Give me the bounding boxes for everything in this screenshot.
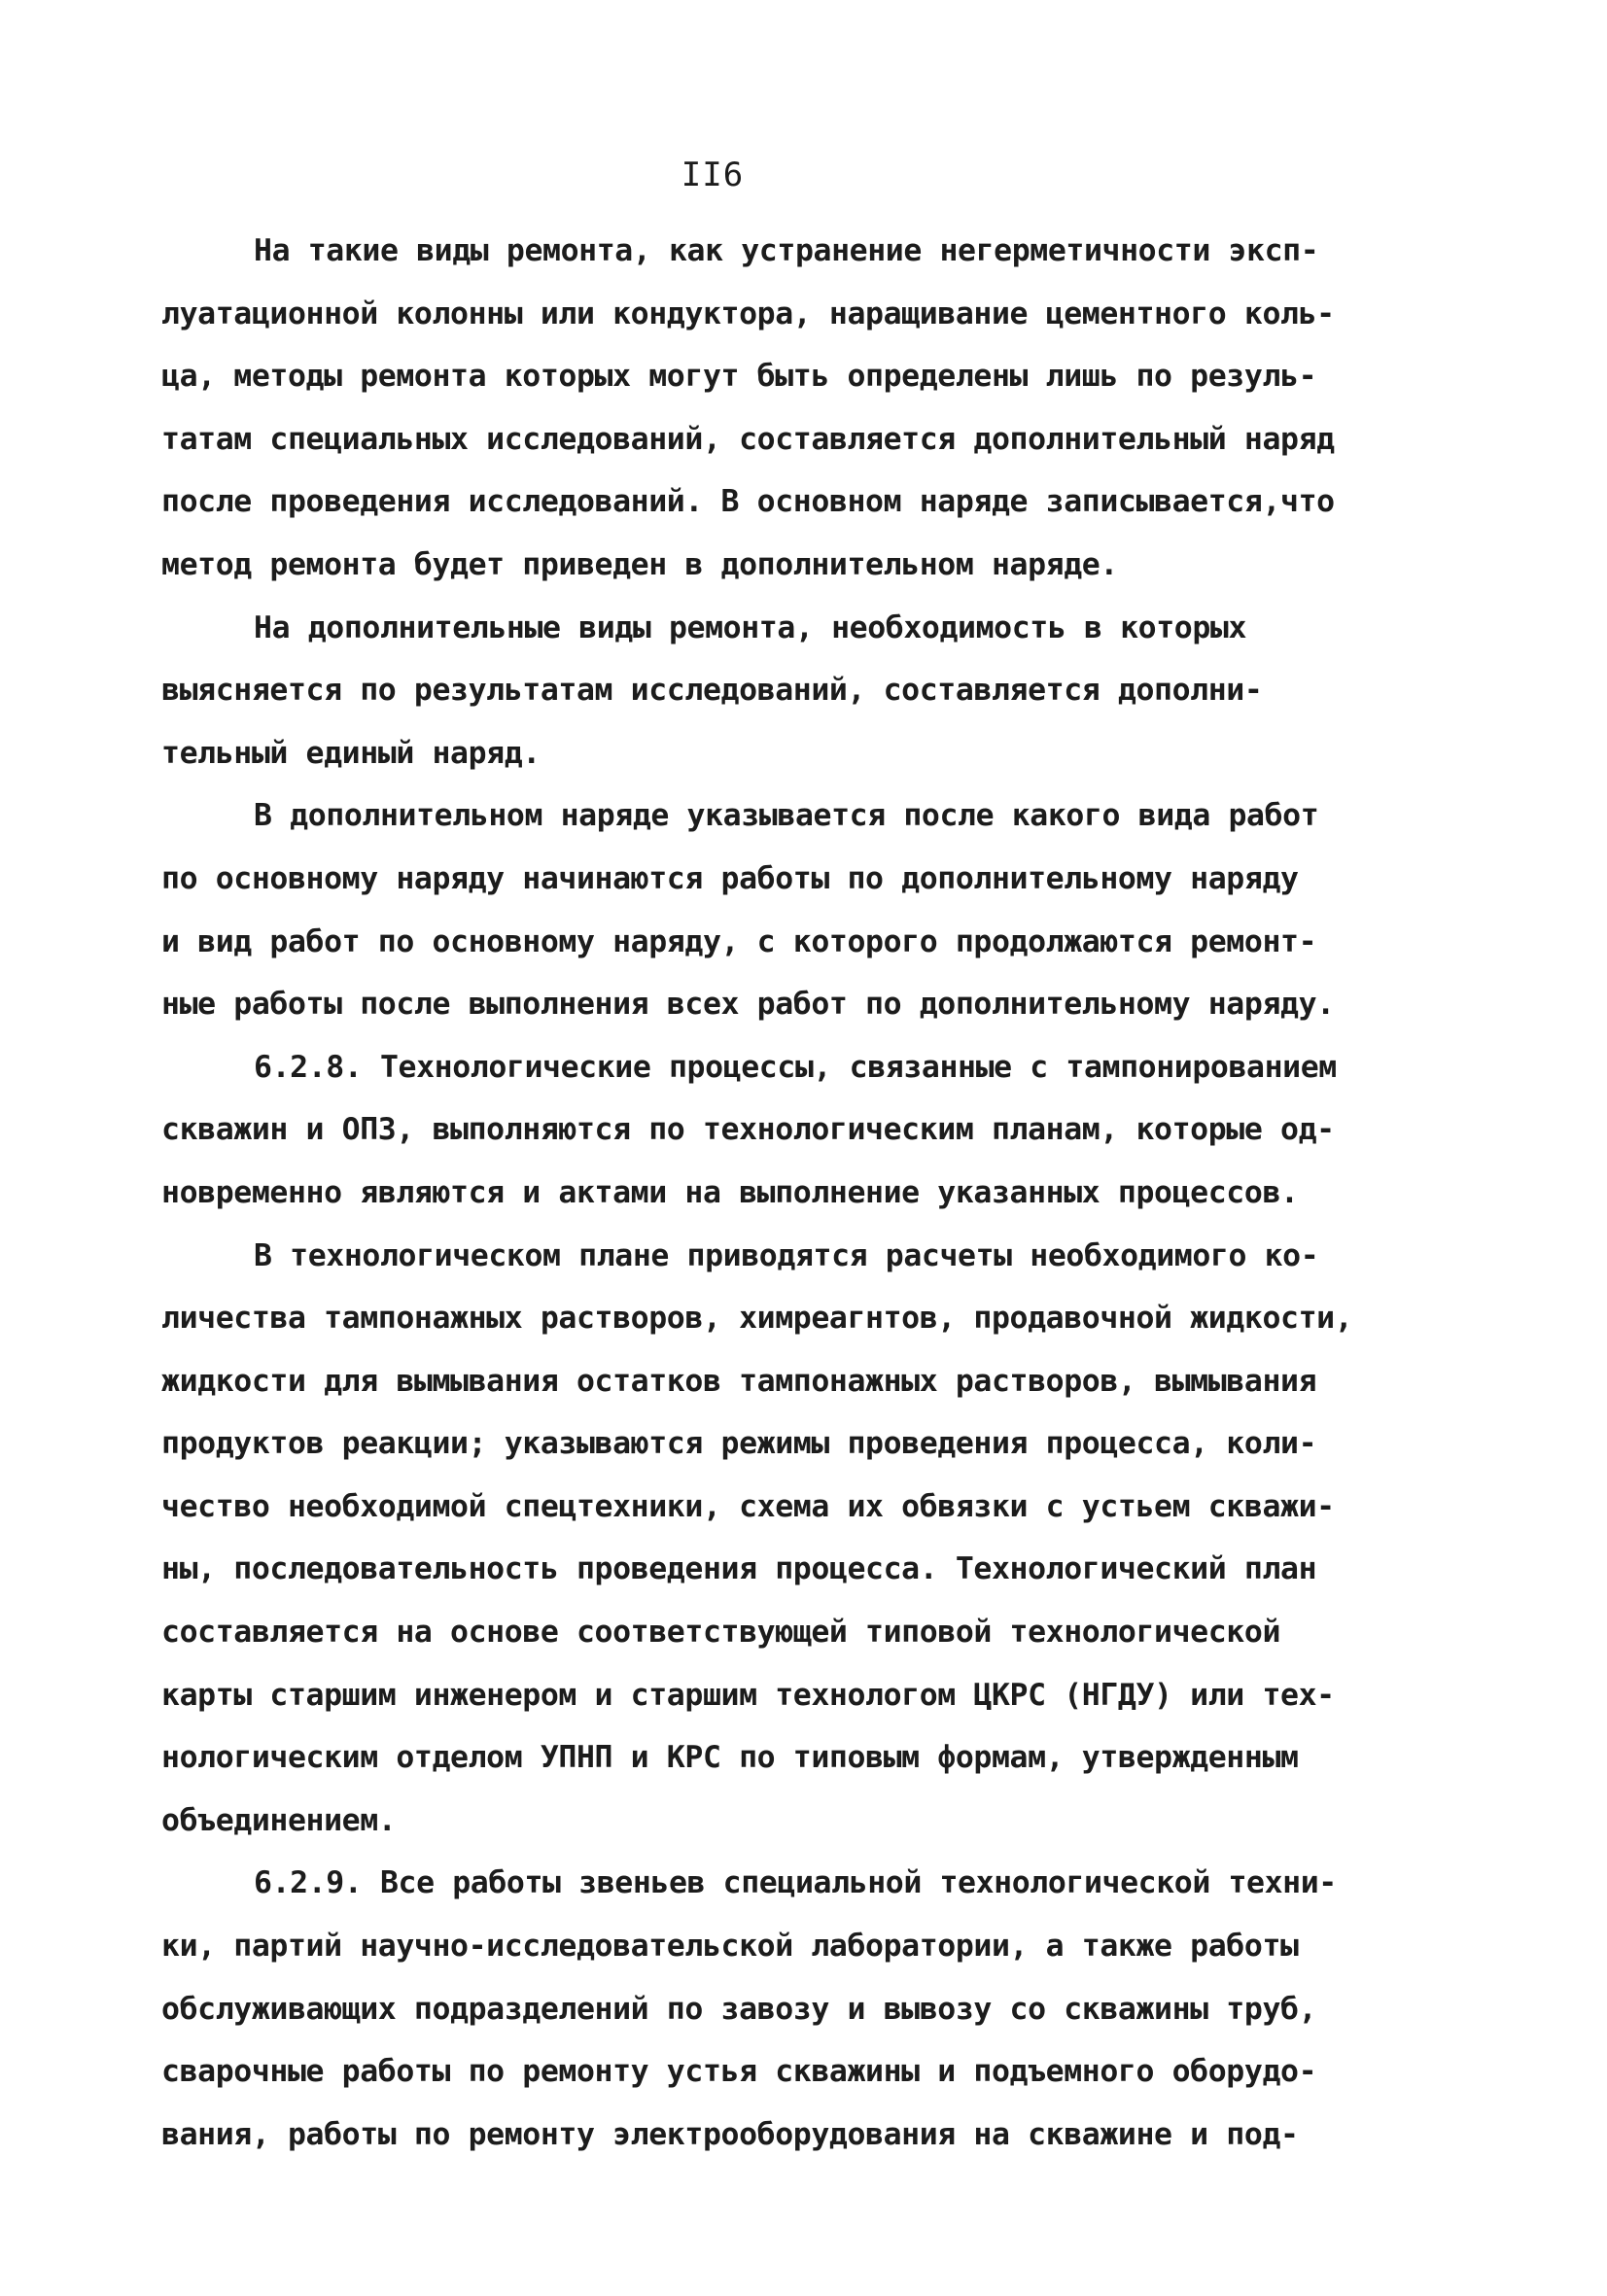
page-number: II6 — [681, 156, 745, 194]
paragraph-section-6-2-9 — [161, 1852, 1435, 2166]
text-line: татам специальных исследований, составляется дополнительный наряд — [161, 421, 1335, 457]
text-line: вания, работы по ремонту электрооборудования на скважине и под- — [161, 2116, 1299, 2152]
text-line: скважин и ОПЗ, выполняются по технологическим планам, которые од- — [161, 1112, 1335, 1148]
text-line: продуктов реакции; указываются режимы проведения процесса, коли- — [161, 1426, 1317, 1462]
text-line: нологическим отделом УПНП и КРС по типовым формам, утвержденным — [161, 1740, 1299, 1776]
text-line: луатационной колонны или кондуктора, наращивание цементного коль- — [161, 296, 1335, 331]
paragraph-repair-types — [161, 220, 1435, 597]
text-line: ки, партий научно-исследовательской лаборатории, а также работы — [161, 1929, 1299, 1965]
text-line: после проведения исследований. В основном наряде записывается,что — [161, 484, 1335, 520]
text-line: сварочные работы по ремонту устья скважины и подъемного оборудо- — [161, 2054, 1317, 2090]
text-line: тельный единый наряд. — [161, 735, 541, 771]
text-line: ны, последовательность проведения процесса. Технологический план — [161, 1551, 1317, 1587]
text-line: новременно являются и актами на выполнение указанных процессов. — [161, 1174, 1299, 1210]
text-line: метод ремонта будет приведен в дополнительном наряде. — [161, 546, 1118, 582]
text-line: ца, методы ремонта которых могут быть определены лишь по резуль- — [161, 359, 1317, 395]
text-line: ные работы после выполнения всех работ по дополнительному наряду. — [161, 987, 1335, 1023]
text-line: жидкости для вымывания остатков тампонажных растворов, вымывания — [161, 1363, 1317, 1399]
text-line: личества тампонажных растворов, химреагнтов, продавочной жидкости, — [161, 1301, 1353, 1337]
text-line: обслуживающих подразделений по завозу и вывозу со скважины труб, — [161, 1991, 1317, 2027]
text-line: чество необходимой спецтехники, схема их обвязки с устьем скважи- — [161, 1488, 1335, 1524]
text-line: На дополнительные виды ремонта, необходимость в которых — [254, 609, 1247, 645]
text-line: составляется на основе соответствующей типовой технологической — [161, 1615, 1281, 1651]
text-line: по основному наряду начинаются работы по дополнительному наряду — [161, 860, 1299, 896]
text-line: карты старшим инженером и старшим технологом ЦКРС (НГДУ) или тех- — [161, 1677, 1335, 1713]
paragraph-additional-order — [161, 784, 1435, 1035]
text-line: 6.2.8. Технологические процессы, связанные с тампонированием — [254, 1049, 1337, 1085]
paragraph-additional-repair — [161, 597, 1435, 785]
text-line: объединением. — [161, 1802, 397, 1838]
text-line: В технологическом плане приводятся расчеты необходимого ко- — [254, 1237, 1319, 1273]
text-line: выясняется по результатам исследований, составляется дополни- — [161, 673, 1263, 709]
paragraph-section-6-2-8 — [161, 1036, 1435, 1225]
text-line: В дополнительном наряде указывается после какого вида работ — [254, 798, 1319, 834]
text-line: 6.2.9. Все работы звеньев специальной технологической техни- — [254, 1865, 1337, 1901]
text-line: На такие виды ремонта, как устранение негерметичности экcп- — [254, 233, 1319, 268]
text-line: и вид работ по основному наряду, с которого продолжаются ремонт- — [161, 923, 1317, 959]
paragraph-technological-plan — [161, 1225, 1435, 1853]
body-text — [161, 220, 1435, 2166]
